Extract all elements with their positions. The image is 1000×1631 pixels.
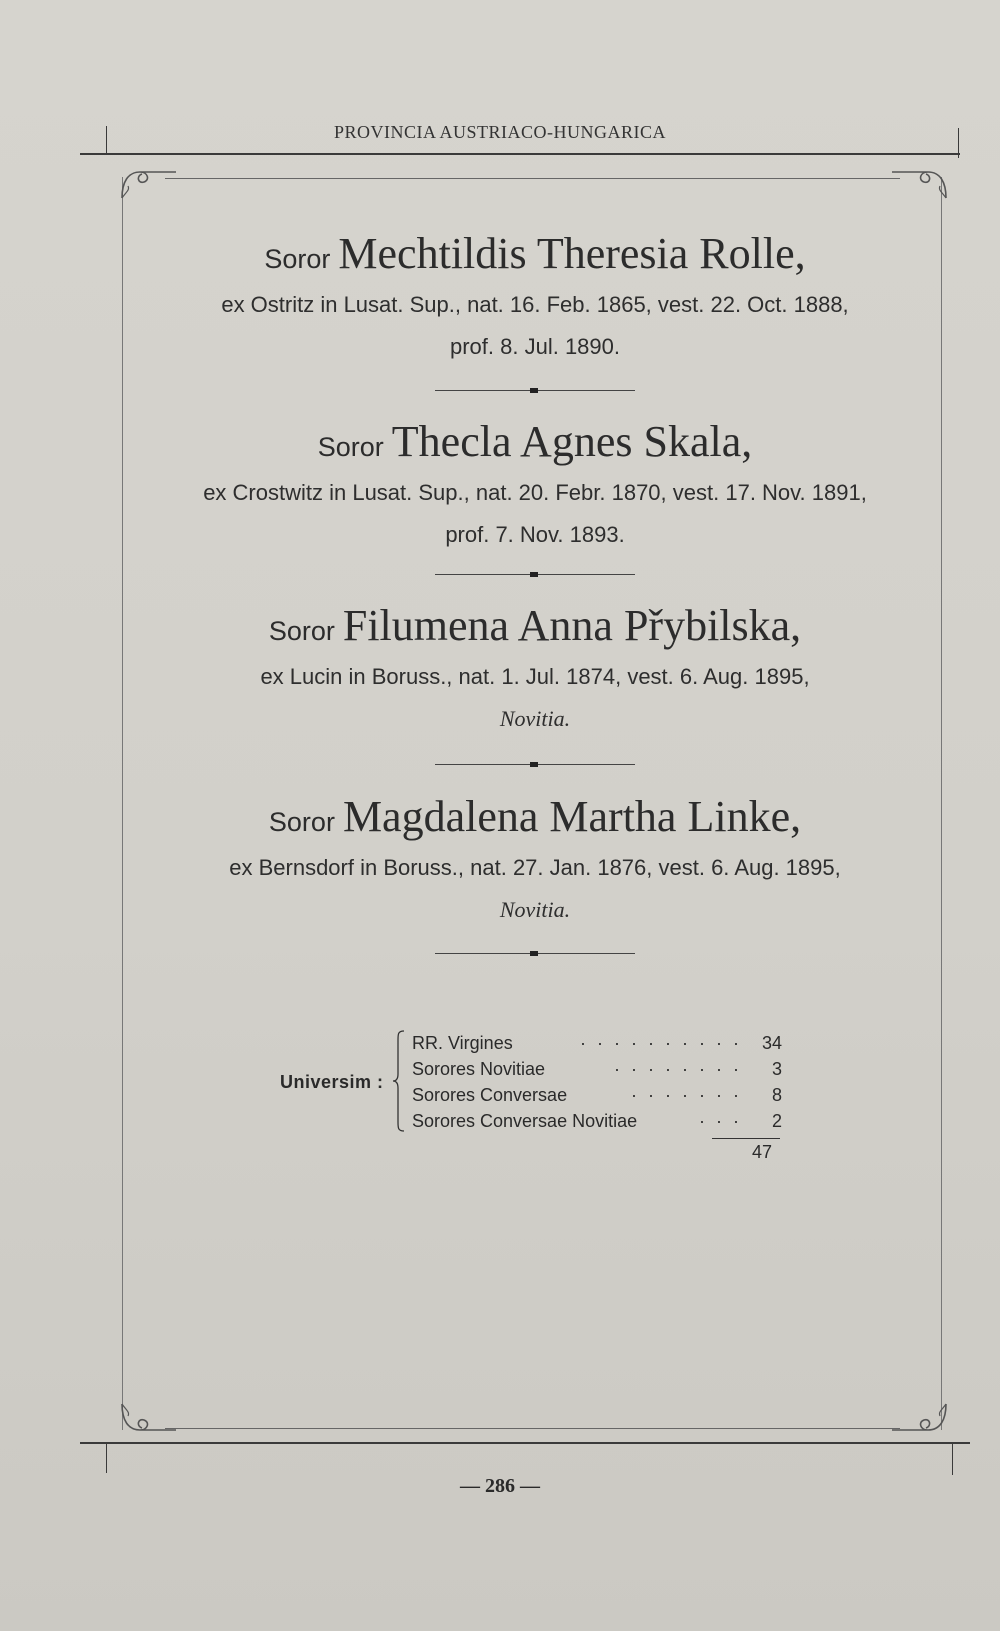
summary-block <box>270 1030 790 1162</box>
summary-row-leader: · · · · · · · <box>631 1085 742 1105</box>
entry-details: ex Bernsdorf in Boruss., nat. 27. Jan. 1876, vest. 6. Aug. 1895, <box>229 855 841 880</box>
footer-rule <box>80 1442 970 1444</box>
entry-prefix: Soror <box>268 807 335 837</box>
header-rule-right-tick <box>958 128 959 158</box>
header-rule-left-tick <box>106 126 107 154</box>
summary-row-name: Sorores Conversae <box>412 1085 568 1105</box>
header-rule <box>80 153 960 155</box>
entry-prefix: Soror <box>264 244 331 274</box>
corner-ornament-top-right-icon <box>890 162 950 202</box>
entry-skala <box>160 417 910 548</box>
summary-label: Universim : <box>280 1072 384 1092</box>
frame-bottom-line <box>165 1428 900 1429</box>
summary-row-name: RR. Virgines <box>412 1033 513 1053</box>
frame-top-line <box>165 178 900 179</box>
entry-name: Thecla Agnes Skala, <box>391 417 753 466</box>
entry-name: Mechtildis Theresia Rolle, <box>338 229 806 278</box>
summary-row-leader: · · · · · · · · · · <box>580 1033 742 1053</box>
summary-row <box>412 1030 782 1056</box>
separator-rule <box>435 574 635 575</box>
entry-name-line <box>160 417 910 466</box>
entry-name: Filumena Anna Přybilska, <box>342 601 802 650</box>
corner-ornament-bottom-right-icon <box>890 1400 950 1440</box>
entry-name-line <box>160 601 910 650</box>
entry-status: Novitia. <box>499 897 571 922</box>
entry-name-line <box>160 792 910 841</box>
entry-prybilska <box>160 601 910 732</box>
summary-row-leader: · · · · · · · · <box>614 1059 742 1079</box>
entry-details: ex Lucin in Boruss., nat. 1. Jul. 1874, vest. 6. Aug. 1895, <box>260 664 810 689</box>
entry-linke <box>160 792 910 923</box>
summary-row-value: 8 <box>771 1085 782 1105</box>
entry-prefix: Soror <box>317 432 384 462</box>
summary-rows <box>412 1030 782 1134</box>
entry-profession: prof. 7. Nov. 1893. <box>445 522 625 547</box>
entry-name: Magdalena Martha Linke, <box>342 792 802 841</box>
summary-row <box>412 1108 782 1134</box>
entry-profession: prof. 8. Jul. 1890. <box>450 334 620 359</box>
total-rule <box>712 1138 780 1139</box>
summary-total: 47 <box>751 1142 772 1162</box>
separator-rule <box>435 764 635 765</box>
corner-ornament-bottom-left-icon <box>118 1400 178 1440</box>
summary-row-name: Sorores Novitiae <box>412 1059 546 1079</box>
entry-details: ex Ostritz in Lusat. Sup., nat. 16. Feb. 1865, vest. 22. Oct. 1888, <box>221 292 849 317</box>
footer-rule-left-tick <box>106 1443 107 1473</box>
page-number: — 286 — <box>460 1475 540 1497</box>
entry-prefix: Soror <box>268 616 335 646</box>
entry-details: ex Crostwitz in Lusat. Sup., nat. 20. Febr. 1870, vest. 17. Nov. 1891, <box>203 480 867 505</box>
footer-rule-right-tick <box>952 1443 953 1475</box>
summary-row-value: 3 <box>771 1059 782 1079</box>
separator-rule <box>435 953 635 954</box>
running-header: PROVINCIA AUSTRIACO-HUNGARICA <box>333 122 667 142</box>
entry-rolle <box>160 229 910 360</box>
separator-rule <box>435 390 635 391</box>
summary-row-name: Sorores Conversae Novitiae <box>412 1111 638 1131</box>
curly-brace-icon <box>392 1030 406 1132</box>
summary-row-value: 34 <box>761 1033 782 1053</box>
summary-row-leader: · · · <box>699 1111 742 1131</box>
corner-ornament-top-left-icon <box>118 162 178 202</box>
summary-row-value: 2 <box>771 1111 782 1131</box>
entry-name-line <box>160 229 910 278</box>
entry-status: Novitia. <box>499 706 571 731</box>
summary-row <box>412 1082 782 1108</box>
summary-row <box>412 1056 782 1082</box>
